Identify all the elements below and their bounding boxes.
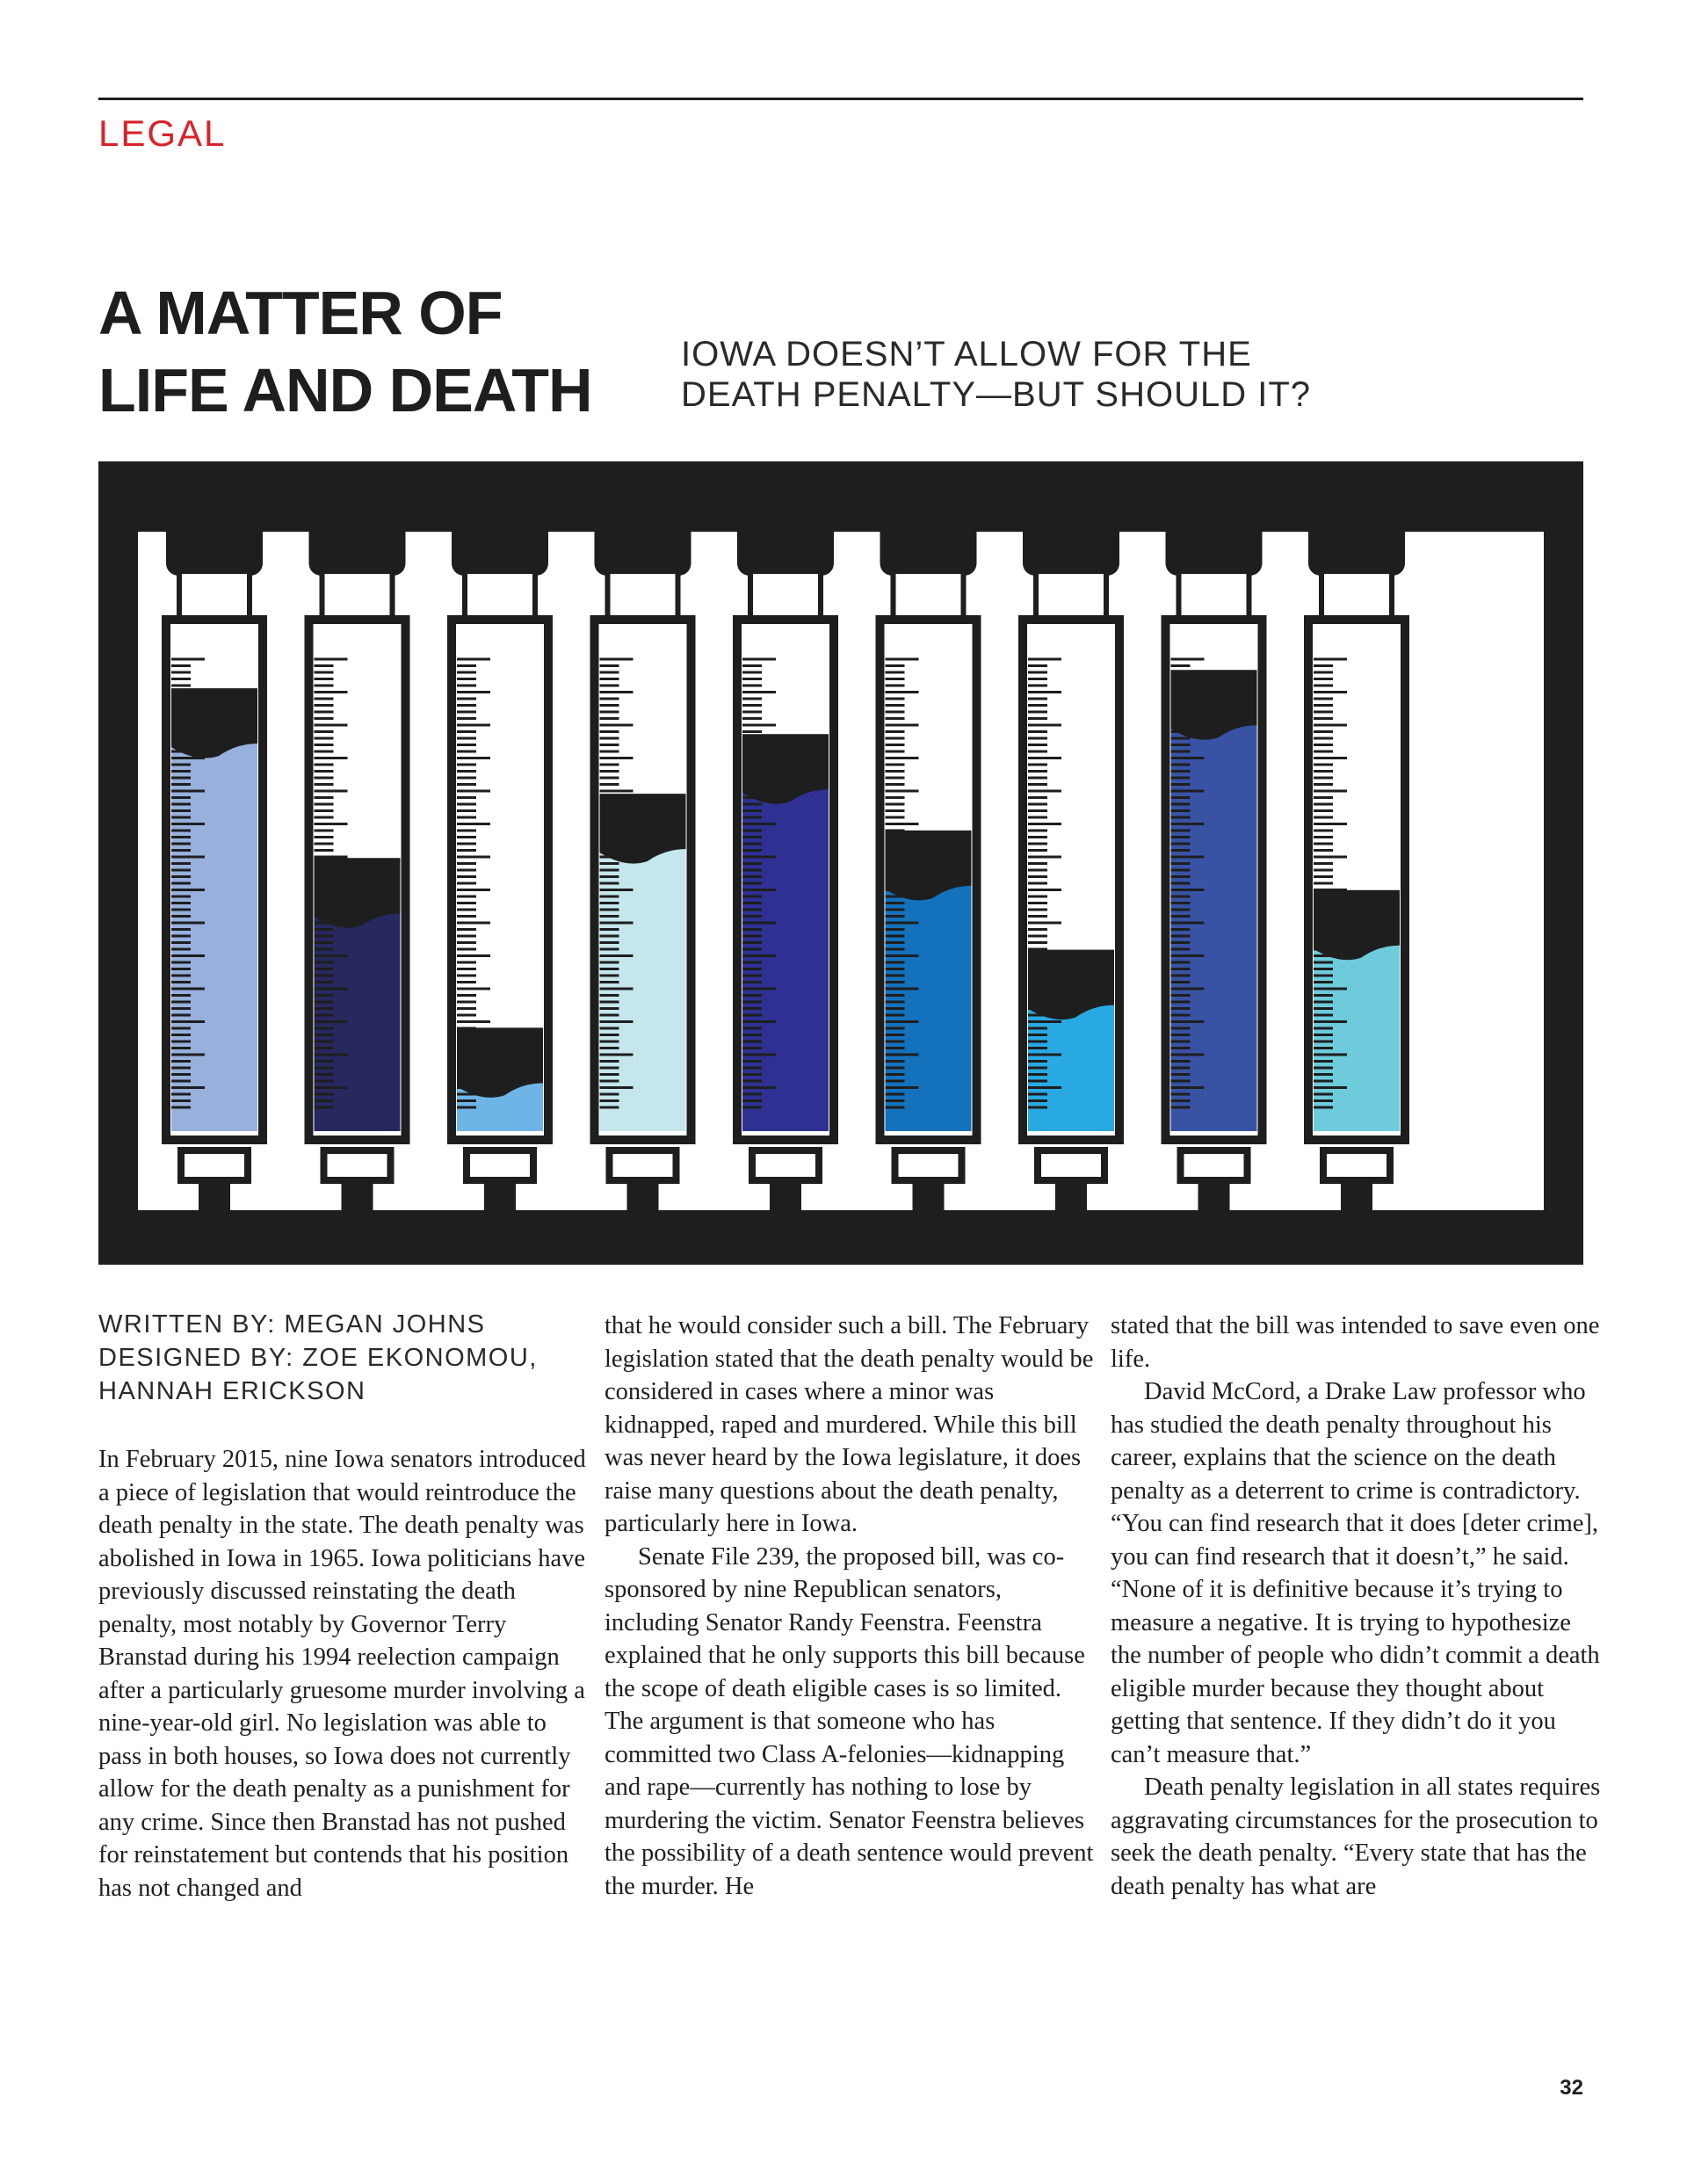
plunger-rod	[322, 571, 393, 622]
plunger-cap-top	[1023, 532, 1119, 551]
plunger-cap-top	[737, 532, 834, 551]
plunger-cap-top	[1308, 532, 1405, 551]
plunger-rod	[750, 571, 821, 622]
syringe-hub	[467, 1150, 533, 1180]
needle-base	[1341, 1180, 1372, 1265]
needle-base	[1055, 1180, 1087, 1265]
headline-line-2: LIFE AND DEATH	[98, 356, 592, 424]
body-column-3	[1111, 1310, 1603, 1903]
plunger-cap-top	[166, 532, 263, 551]
needle-base	[199, 1180, 230, 1265]
top-rule	[98, 98, 1583, 100]
plunger-rod	[894, 571, 964, 622]
syringe-hub	[1038, 1150, 1104, 1180]
body-paragraph: Death penalty legislation in all states requires aggravating circumstances for the prosecution to seek the death penalty. “Every state that has the death penalty has what are	[1111, 1774, 1601, 1900]
subheadline	[681, 334, 1311, 415]
plunger-rod	[179, 571, 250, 622]
body-paragraph: stated that the bill was intended to save even one life.	[1111, 1312, 1600, 1373]
plunger-cap-top	[1166, 532, 1263, 551]
headline-line-1: A MATTER OF	[98, 279, 503, 347]
syringe-illustration-svg	[98, 461, 1583, 1265]
needle-base	[1198, 1180, 1230, 1265]
body-column-1	[98, 1443, 590, 1905]
plunger-rod	[1179, 571, 1249, 622]
needle-base	[770, 1180, 801, 1265]
credits	[98, 1308, 590, 1408]
syringe-hub	[895, 1150, 962, 1180]
credit-designers-continued: HANNAH ERICKSON	[98, 1377, 366, 1405]
needle-base	[627, 1180, 659, 1265]
body-paragraph: In February 2015, nine Iowa senators introduced a piece of legislation that would reintroduce the death penalty in the state. The death penalty was abolished in Iowa in 1965. Iowa politicians have previously discussed reinstating the death penalty, most notably by Governor Terry Branstad during his 1994 reelection campaign after a particularly gruesome murder involving a nine-year-old girl. No legislation was able to pass in both houses, so Iowa does not currently allow for the death penalty as a punishment for any crime. Since then Branstad has not pushed for reinstatement but contends that his position has not changed and	[98, 1446, 586, 1902]
plunger-cap-top	[595, 532, 691, 551]
syringe-hub	[324, 1150, 391, 1180]
headline	[98, 274, 592, 429]
subheadline-line-2: DEATH PENALTY—BUT SHOULD IT?	[681, 375, 1312, 414]
credit-writer: WRITTEN BY: MEGAN JOHNS	[98, 1310, 486, 1339]
subheadline-line-1: IOWA DOESN’T ALLOW FOR THE	[681, 335, 1252, 374]
plunger-cap-top	[309, 532, 406, 551]
body-paragraph: David McCord, a Drake Law professor who has studied the death penalty throughout his career, explains that the science on the death penalty as a deterrent to crime is contradictory. “You can find research that it does [deter crime], you can find research that it doesn’t,” he said. “None of it is definitive because it’s trying to measure a negative. It is trying to hypothesize the number of people who didn’t commit a death eligible murder because they thought about getting that sentence. If they didn’t do it you can’t measure that.”	[1111, 1378, 1600, 1768]
plunger-cap-top	[452, 532, 548, 551]
syringe-hub	[1323, 1150, 1390, 1180]
page-number: 32	[1560, 2076, 1583, 2100]
plunger-rod	[465, 571, 535, 622]
body-paragraph: that he would consider such a bill. The February legislation stated that the death penalty would be considered in cases where a minor was kidnapped, raped and murdered. While this bill was never heard by the Iowa legislature, it does raise many questions about the death penalty, particularly here in Iowa.	[605, 1312, 1094, 1537]
syringe-liquid	[1171, 718, 1257, 1131]
syringe-hub	[752, 1150, 819, 1180]
plunger-cap-top	[880, 532, 977, 551]
syringe-hub	[610, 1150, 677, 1180]
plunger-rod	[1036, 571, 1106, 622]
syringe-hub	[1181, 1150, 1248, 1180]
needle-base	[913, 1180, 945, 1265]
syringe-liquid	[315, 906, 401, 1131]
needle-base	[484, 1180, 516, 1265]
syringe-hub	[181, 1150, 248, 1180]
plunger-rod	[1321, 571, 1392, 622]
needle-base	[342, 1180, 373, 1265]
credit-designers: DESIGNED BY: ZOE EKONOMOU,	[98, 1344, 538, 1372]
body-column-2	[605, 1310, 1097, 1903]
plunger-rod	[608, 571, 678, 622]
syringe-liquid	[171, 736, 257, 1131]
body-paragraph: Senate File 239, the proposed bill, was co-sponsored by nine Republican senators, including Senator Randy Feenstra. Feenstra explained that he only supports this bill because the scope of death eligible cases is so limited. The argument is that someone who has committed two Class A-felonies—kidnapping and rape—currently has nothing to lose by murdering the victim. Senator Feenstra believes the possibility of a death sentence would prevent the murder. He	[605, 1542, 1094, 1900]
syringe-illustration	[98, 461, 1583, 1265]
section-label: LEGAL	[98, 112, 227, 154]
